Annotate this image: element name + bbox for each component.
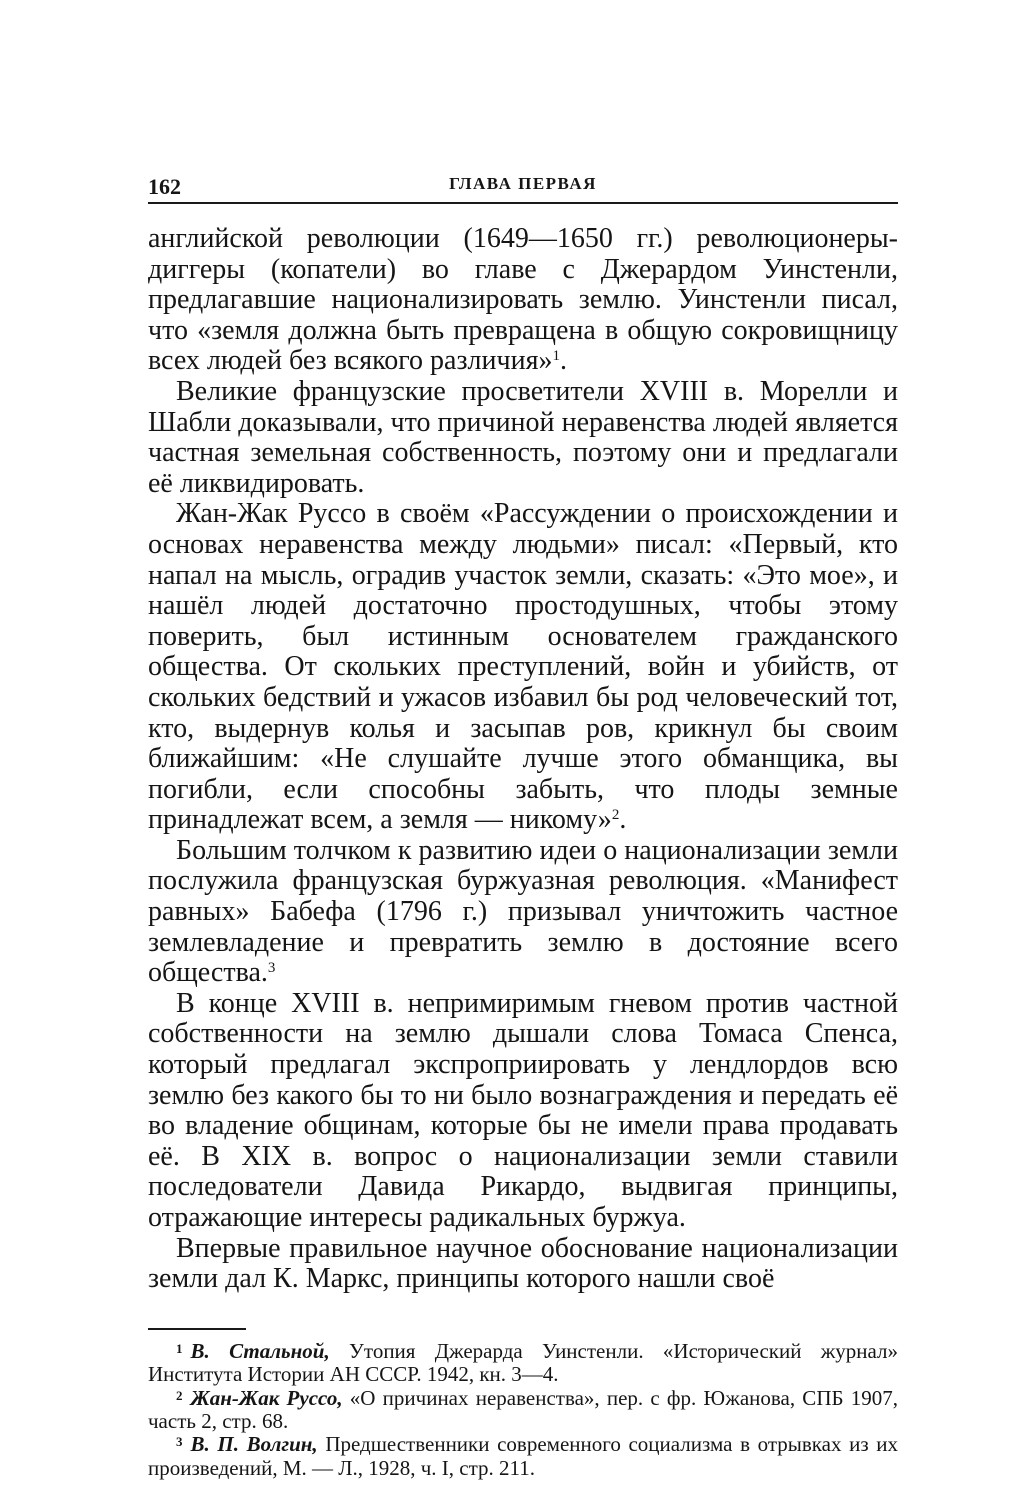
paragraph-text: Впервые правильное научное обоснование национализации земли дал К. Маркс, принципы которого нашли своё (148, 1232, 898, 1295)
footnote-ref: 1 (552, 348, 560, 365)
paragraph: Жан-Жак Руссо в своём «Рассуждении о происхождении и основах неравенства между людьми» писал: «Первый, кто напал на мысль, оградив участок земли, сказать: «Это мое», и нашёл людей достаточно простодушных, чтобы этому поверить, был истинным основателем гражданского общества. От скольких преступлений, войн и убийств, от скольких бедствий и ужасов избавил бы род человеческий тот, кто, выдернув колья и засыпав ров, крикнул бы своим ближайшим: «Не слушайте лучше этого обманщика, вы погибли, если способны забыть, что плоды земные принадлежат всем, а земля — никому»$^2$. (148, 498, 898, 836)
running-head (148, 168, 898, 204)
paragraph (148, 989, 898, 1234)
paragraph (148, 836, 898, 989)
paragraph-text: В конце XVIII в. непримиримым гневом против частной собственности на землю дышали слова Томаса Спенса, который предлагал экспроприировать у лендлордов всю землю без какого бы то ни было вознаграждения и передать её во владение общинам, которые бы не имели права продавать её. В XIX в. вопрос о национализации земли ставили последователи Давида Рикардо, выдвигая принципы, отражающие интересы радикальных буржуа. (148, 987, 898, 1233)
paragraph-text: Большим толчком к развитию идеи о национализации земли послужила французская буржуазная революция. «Манифест равных» Бабефа (1796 г.) призывал уничтожить частное землевладение и превратить землю в достояние всего общества. (148, 834, 898, 989)
footnote-author: В. Стальной, (190, 1338, 330, 1363)
footnotes (148, 1340, 898, 1480)
paragraph-text: Великие французские просветители XVIII в. Морелли и Шабли доказывали, что причиной неравенства людей является частная земельная собственность, поэтому они и предлагали её ликвидировать. (148, 375, 898, 499)
paragraph-text: Жан-Жак Руссо в своём «Рассуждении о происхождении и основах неравенства между людьми» писал: «Первый, кто напал на мысль, оградив участок земли, сказать: «Это мое», и нашёл людей достаточно простодушных, чтобы этому поверить, был истинным основателем гражданского общества. От скольких преступлений, войн и убийств, от скольких бедствий и ужасов избавил бы род человеческий тот, кто, выдернув колья и засыпав ров, крикнул бы своим ближайшим: «Не слушайте лучше этого обманщика, вы погибли, если способны забыть, что плоды земные принадлежат всем, а земля — никому» (148, 498, 898, 836)
footnote-mark: 2 (176, 1387, 183, 1403)
footnote-text: Утопия Джерарда Уинстенли. «Исторический журнал» Института Истории АН СССР. 1942, кн. 3—4. (148, 1338, 899, 1387)
paragraph (148, 1234, 898, 1295)
footnote-author: Жан-Жак Руссо, (190, 1385, 343, 1410)
paragraph (148, 377, 898, 499)
footnote-ref: 2 (611, 807, 620, 824)
footnote-mark: 3 (176, 1434, 183, 1450)
paragraph-text: английской революции (1649—1650 гг.) революционеры-диггеры (копатели) во главе с Джерардом Уинстенли, предлагавшие национализировать землю. Уинстенли писал, что «земля должна быть превращена в общую сокровищницу всех людей без всякого различия» (148, 223, 898, 377)
footnote-author: В. П. Волгин, (190, 1432, 318, 1457)
footnote (148, 1387, 898, 1434)
body-text (148, 224, 898, 1295)
footnote-text: «О причинах неравенства», пер. с фр. Южанова, СПБ 1907, часть 2, стр. 68. (148, 1385, 898, 1433)
footnote (148, 1340, 898, 1387)
paragraph: английской революции (1649—1650 гг.) революционеры-диггеры (копатели) во главе с Джерардом Уинстенли, предлагавшие национализировать землю. Уинстенли писал, что «земля должна быть превращена в общую сокровищницу всех людей без всякого различия»$^1$. (148, 223, 898, 377)
chapter-title: ГЛАВА ПЕРВАЯ (449, 174, 597, 193)
page-number: 162 (148, 174, 181, 199)
footnote-ref: 3 (267, 960, 276, 977)
book-page (148, 168, 898, 1480)
footnote-divider (148, 1328, 246, 1330)
footnote-mark: 1 (176, 1340, 183, 1356)
footnote-text: Предшественники современного социализма в отрывках из их произведений, М. — Л., 1928, ч. I, стр. 211. (148, 1432, 898, 1480)
footnote (148, 1433, 898, 1480)
